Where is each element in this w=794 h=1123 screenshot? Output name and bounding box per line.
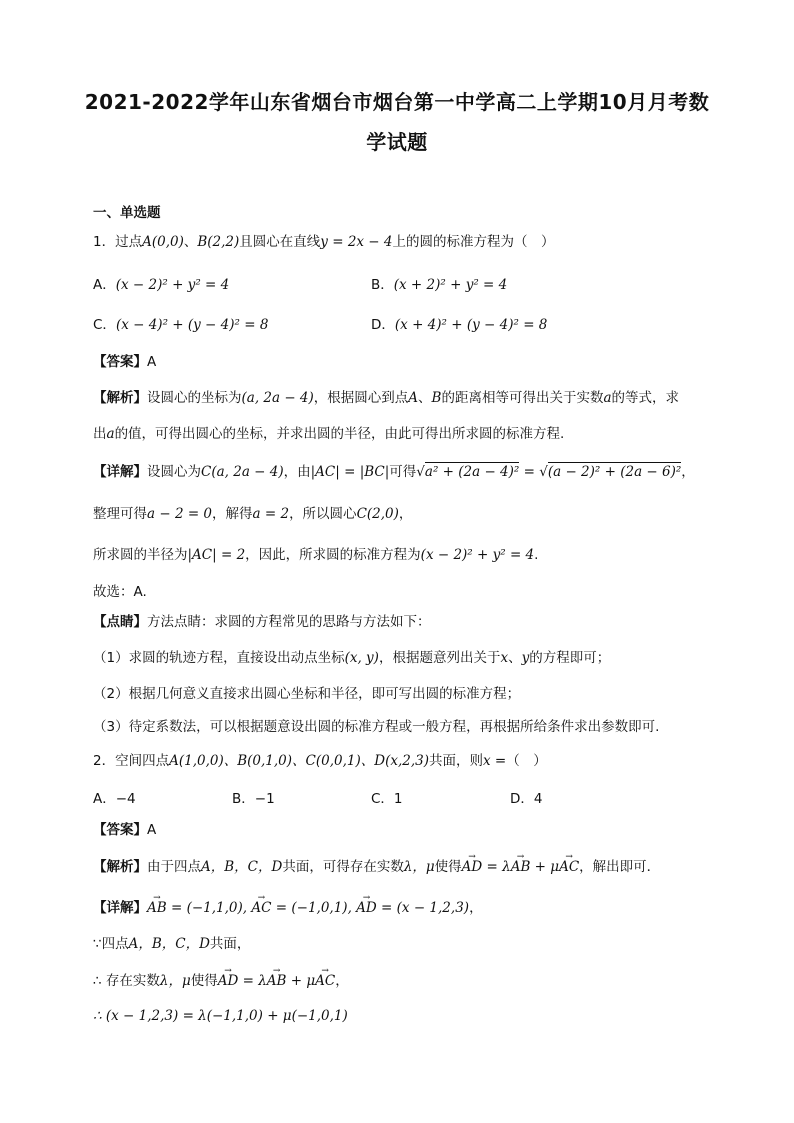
q1-option-a: A．(x − 2)² + y² = 4: [93, 277, 230, 293]
q1-tip-line1: （1）求圆的轨迹方程，直接设出动点坐标(x, y)，根据题意列出关于x、y的方程即可；: [93, 650, 611, 666]
q1-detail-line2: 整理可得a − 2 = 0，解得a = 2，所以圆心C(2,0)，: [93, 506, 413, 522]
q1-detail-line1: 【详解】设圆心为C(a, 2a − 4)，由|AC| = |BC|可得√a² + (2a − 4)² = √(a − 2)² + (2a − 6)²，: [93, 464, 695, 480]
q1-tip-line3: （3）待定系数法，可以根据题意设出圆的标准方程或一般方程，再根据所给条件求出参数即可.: [93, 719, 660, 735]
q1-option-b: B．(x + 2)² + y² = 4: [371, 277, 508, 293]
q2-option-a: A．−4: [93, 791, 136, 807]
q1-analysis-line2: 出a的值，可得出圆心的坐标，并求出圆的半径，由此可得出所求圆的标准方程.: [93, 426, 565, 442]
q2-detail-vectors: 【详解】→ AB = (−1,1,0), → AC = (−1,0,1), → AD = (x − 1,2,3)，: [93, 898, 483, 918]
q2-option-b: B．−1: [232, 791, 275, 807]
q2-option-c: C．1: [371, 791, 403, 807]
q2-since: ∵四点A，B，C，D共面，: [93, 936, 251, 952]
q1-answer: 【答案】A: [93, 354, 157, 370]
q2-stem: 2．空间四点A(1,0,0)、B(0,1,0)、C(0,0,1)、D(x,2,3)共面，则x =（ ）: [93, 753, 547, 769]
q1-detail-line3: 所求圆的半径为|AC| = 2，因此，所求圆的标准方程为(x − 2)² + y² = 4.: [93, 547, 539, 563]
q2-therefore1: ∴ 存在实数λ，μ使得→ AD = λ→ AB + μ→ AC，: [93, 971, 349, 991]
q2-therefore2: ∴ (x − 1,2,3) = λ(−1,1,0) + μ(−1,0,1): [93, 1008, 348, 1024]
q1-stem: 1．过点A(0,0)、B(2,2)且圆心在直线y = 2x − 4上的圆的标准方程为（ ）: [93, 234, 555, 250]
q1-option-c: C．(x − 4)² + (y − 4)² = 8: [93, 317, 269, 333]
q2-analysis: 【解析】由于四点A，B，C，D共面，可得存在实数λ，μ使得→ AD = λ→ AB + μ→ AC，解出即可．: [93, 857, 660, 877]
document-title-line1: 2021-2022学年山东省烟台市烟台第一中学高二上学期10月月考数: [84, 90, 710, 114]
q1-option-d: D．(x + 4)² + (y − 4)² = 8: [371, 317, 548, 333]
section-heading: 一、单选题: [93, 205, 161, 221]
q1-analysis-line1: 【解析】设圆心的坐标为(a, 2a − 4)，根据圆心到点A、B的距离相等可得出关于实数a的等式，求: [93, 390, 680, 406]
document-title-line2: 学试题: [366, 130, 428, 154]
q1-tip-line0: 【点睛】方法点睛：求圆的方程常见的思路与方法如下：: [93, 614, 431, 630]
q1-tip-line2: （2）根据几何意义直接求出圆心坐标和半径，即可写出圆的标准方程；: [93, 686, 521, 702]
q2-option-d: D．4: [510, 791, 543, 807]
q1-choice: 故选：A.: [93, 584, 147, 600]
q2-answer: 【答案】A: [93, 822, 157, 838]
